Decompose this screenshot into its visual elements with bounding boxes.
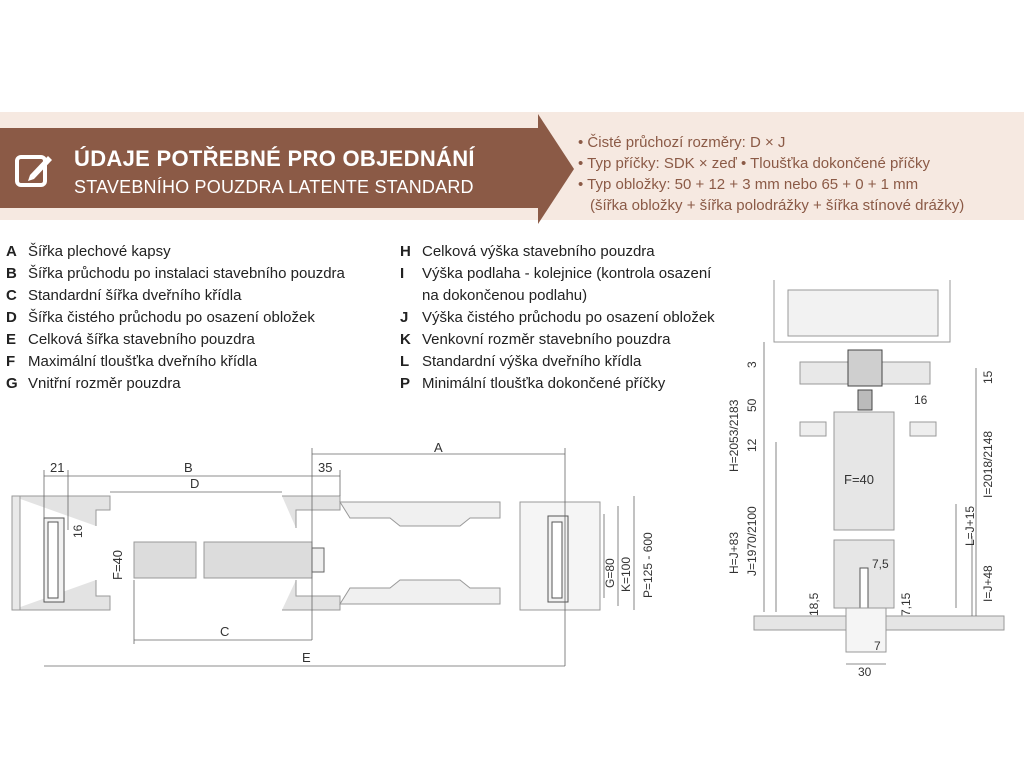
- legend-item: J Výška čistého průchodu po osazení obložek: [400, 309, 715, 326]
- dim-K: K=100: [619, 556, 633, 592]
- dim-16: 16: [71, 524, 85, 538]
- legend-item: H Celková výška stavebního pouzdra: [400, 243, 655, 260]
- dim-16-top: 16: [914, 393, 928, 407]
- header-arrow: [538, 114, 574, 224]
- legend-item: A Šířka plechové kapsy: [6, 243, 171, 260]
- dim-P: P=125 - 600: [641, 532, 655, 598]
- dim-50: 50: [745, 398, 759, 412]
- dim-J: J=1970/2100: [745, 506, 759, 576]
- dim-7: 7: [874, 639, 881, 653]
- legend-item: I Výška podlaha - kolejnice (kontrola osazení: [400, 265, 712, 282]
- dim-H: H=2053/2183: [727, 399, 741, 472]
- dim-D: D: [190, 476, 200, 491]
- requirement-item: • Typ příčky: SDK × zeď • Tloušťka dokončené příčky: [578, 155, 931, 172]
- dim-C: C: [220, 624, 230, 639]
- dim-35: 35: [318, 460, 333, 475]
- dim-12: 12: [745, 438, 759, 452]
- legend-item: E Celková šířka stavebního pouzdra: [6, 331, 255, 348]
- dim-HJ: H=J+83: [727, 531, 741, 574]
- legend-item: K Venkovní rozměr stavebního pouzdra: [400, 331, 671, 348]
- dim-30: 30: [858, 665, 872, 679]
- edit-icon: [14, 150, 54, 190]
- requirement-item: • Čisté průchozí rozměry: D × J: [578, 134, 786, 151]
- dim-E: E: [302, 650, 311, 665]
- dim-B: B: [184, 460, 193, 475]
- legend-item: D Šířka čistého průchodu po osazení obložek: [6, 309, 315, 326]
- page-title: ÚDAJE POTŘEBNÉ PRO OBJEDNÁNÍ: [74, 146, 475, 171]
- legend-left: [6, 241, 345, 395]
- dim-21: 21: [50, 460, 65, 475]
- dim-F-section: F=40: [844, 472, 874, 487]
- dim-15-top: 15: [981, 370, 995, 384]
- page-subtitle: STAVEBNÍHO POUZDRA LATENTE STANDARD: [74, 177, 474, 197]
- section-view-drawing: [727, 272, 1024, 682]
- dim-7-15: 7,15: [899, 592, 913, 616]
- dim-IJ: I=J+48: [981, 565, 995, 602]
- dim-3: 3: [745, 361, 759, 368]
- legend-right: [400, 241, 715, 395]
- legend-item: L Standardní výška dveřního křídla: [400, 353, 642, 370]
- dim-7-5: 7,5: [872, 557, 889, 571]
- requirement-item: • Typ obložky: 50 + 12 + 3 mm nebo 65 + 0 + 1 mm: [578, 176, 919, 193]
- dim-L: L=J+15: [963, 505, 977, 546]
- dim-F: F=40: [110, 550, 125, 580]
- dim-A: A: [434, 440, 443, 455]
- legend-item: F Maximální tloušťka dveřního křídla: [6, 353, 258, 370]
- plan-view-drawing: [0, 430, 660, 680]
- dim-G: G=80: [603, 558, 617, 588]
- legend-item-continuation: na dokončenou podlahu): [422, 287, 588, 304]
- requirements-list: [578, 132, 964, 216]
- dim-18-5: 18,5: [807, 592, 821, 616]
- requirement-item: (šířka obložky + šířka polodrážky + šířka stínové drážky): [590, 197, 965, 214]
- legend-item: C Standardní šířka dveřního křídla: [6, 287, 242, 304]
- legend-item: P Minimální tloušťka dokončené příčky: [400, 375, 666, 392]
- legend-item: B Šířka průchodu po instalaci stavebního pouzdra: [6, 265, 345, 282]
- dim-I: I=2018/2148: [981, 430, 995, 498]
- legend-item: G Vnitřní rozměr pouzdra: [6, 375, 181, 392]
